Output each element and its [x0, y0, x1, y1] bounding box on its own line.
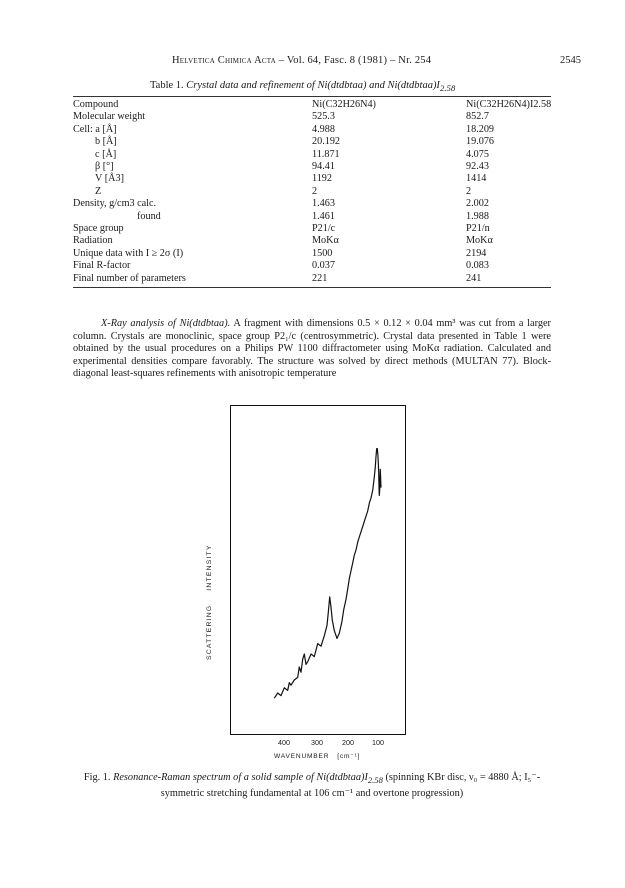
value-nidtdbtaa: 94.41 — [312, 161, 335, 172]
value-iodide-complex: 19.076 — [466, 136, 495, 148]
raman-spectrum-frame — [230, 405, 406, 735]
y-label-intensity: INTENSITY — [206, 544, 213, 591]
x-tick-label: 400 — [278, 738, 290, 747]
value-iodide-complex: P21/n — [466, 223, 490, 234]
figure-caption-text: -Raman spectrum of a solid sample of Ni(dtdbtaa)I — [157, 772, 368, 783]
value-iodide-complex: 2.002 — [466, 198, 489, 210]
value-iodide-complex: Ni(C32H26N4)I2.58 — [466, 99, 552, 110]
value-nidtdbtaa: 1500 — [312, 247, 333, 259]
spectrum-plot — [231, 406, 404, 733]
value-iodide-complex: 1.988 — [466, 210, 489, 222]
value-nidtdbtaa: 1.461 — [312, 210, 335, 222]
value-nidtdbtaa: 11.871 — [312, 148, 340, 160]
row-label: Density, g/cm3 calc. — [73, 198, 157, 210]
value-nidtdbtaa: 525.3 — [312, 111, 335, 123]
row-label: Molecular weight — [73, 111, 146, 123]
paragraph-body: A fragment with dimensions 0.5 × 0.12 × 0.04 mm³ was cut from a larger column. Crystals are monoclinic, space group P2₁/c (centrosymmetric). Crystal data presented in Table 1 were obtained by the usual procedures on a Philips PW 1100 diffractometer using MoKα radiation. Calculated and experimental densities compare favorably. The structure was solved by direct methods (MULTAN 77). Block-diagonal least-squares refinements with anisotropic temperature — [73, 318, 551, 379]
x-label-wavenumber: WAVENUMBER — [274, 753, 330, 760]
value-iodide-complex: 0.083 — [466, 260, 489, 272]
table-caption-sub: 2.58 — [439, 83, 456, 94]
table-row — [73, 173, 551, 185]
value-nidtdbtaa: 1.463 — [312, 198, 335, 210]
value-iodide-complex: 4.075 — [466, 148, 489, 160]
table-row — [73, 111, 551, 123]
x-tick-label: 200 — [342, 738, 354, 747]
page-number: 2545 — [560, 55, 581, 66]
row-label: Final R-factor — [73, 260, 131, 272]
value-iodide-complex: 852.7 — [466, 111, 489, 123]
row-label: Compound — [73, 99, 119, 110]
row-label: Unique data with I ≥ 2σ (I) — [73, 247, 184, 259]
table-row — [73, 211, 551, 223]
row-label: c [Å] — [95, 148, 117, 160]
y-axis-label — [206, 544, 213, 660]
value-nidtdbtaa: 4.988 — [312, 123, 335, 135]
value-iodide-complex: 241 — [466, 272, 482, 284]
x-axis-label — [274, 752, 360, 760]
y-label-scattering: SCATTERING — [206, 604, 213, 660]
spectrum-line — [274, 449, 381, 699]
value-nidtdbtaa: 221 — [312, 272, 328, 284]
row-label: β [°] — [95, 161, 114, 172]
x-label-unit: [cm⁻¹] — [337, 753, 361, 760]
value-iodide-complex: 92.43 — [466, 161, 489, 172]
row-label: found — [137, 210, 161, 222]
paragraph-title: X-Ray analysis of Ni(dtdbtaa). — [101, 318, 231, 329]
row-label: V [Å3] — [95, 173, 124, 185]
value-nidtdbtaa: 1192 — [312, 173, 332, 185]
row-label: b [Å] — [95, 136, 117, 148]
body-paragraph — [73, 318, 551, 381]
figure-caption-prefix: Fig. 1. — [83, 772, 114, 783]
row-label: Cell: a [Å] — [73, 123, 117, 135]
table-row — [73, 248, 551, 260]
value-nidtdbtaa: MoKα — [312, 235, 339, 247]
table-rule-bottom — [73, 287, 551, 288]
table-row — [73, 198, 551, 210]
value-iodide-complex: MoKα — [466, 235, 493, 247]
x-tick-label: 300 — [311, 738, 323, 747]
table-row — [73, 186, 551, 198]
value-iodide-complex: 2194 — [466, 247, 487, 259]
row-label: Radiation — [73, 235, 113, 247]
figure-caption-sub: 2.58 — [367, 775, 383, 786]
journal-line — [172, 55, 431, 66]
table-row — [73, 99, 551, 111]
value-nidtdbtaa: 20.192 — [312, 136, 341, 148]
value-iodide-complex: 2 — [466, 185, 472, 197]
table-caption-text: Crystal data and refinement of Ni(dtdbtaa) and Ni(dtdbtaa)I — [186, 80, 440, 91]
table-row — [73, 273, 551, 285]
value-nidtdbtaa: 2 — [312, 185, 318, 197]
table-caption — [150, 80, 455, 93]
value-nidtdbtaa: Ni(C32H26N4) — [312, 99, 376, 110]
table-row — [73, 260, 551, 272]
table-row — [73, 235, 551, 247]
table-label: Table 1. — [150, 80, 187, 91]
figure-caption-rest: (spinning KBr disc, ν₀ = 4880 Å; I₅⁻-symmetric stretching fundamental at 106 cm⁻¹ and overtone progression) — [160, 772, 541, 800]
table-row — [73, 136, 551, 148]
journal-issue: – Vol. 64, Fasc. 8 (1981) – Nr. 254 — [275, 55, 432, 66]
value-nidtdbtaa: 0.037 — [312, 260, 335, 272]
table-rule-top — [73, 96, 551, 97]
x-tick-label: 100 — [372, 738, 384, 747]
table-row — [73, 124, 551, 136]
figure-caption-italic: Resonance — [113, 772, 158, 783]
row-label: Final number of parameters — [73, 272, 186, 284]
row-label: Z — [95, 185, 102, 197]
value-iodide-complex: 1414 — [466, 173, 487, 185]
figure-caption — [73, 771, 551, 800]
table-row — [73, 161, 551, 173]
value-iodide-complex: 18.209 — [466, 123, 495, 135]
value-nidtdbtaa: P21/c — [312, 223, 336, 234]
journal-name: Helvetica Chimica Acta — [172, 55, 276, 66]
table-row — [73, 223, 551, 235]
row-label: Space group — [73, 223, 124, 234]
table-row — [73, 149, 551, 161]
